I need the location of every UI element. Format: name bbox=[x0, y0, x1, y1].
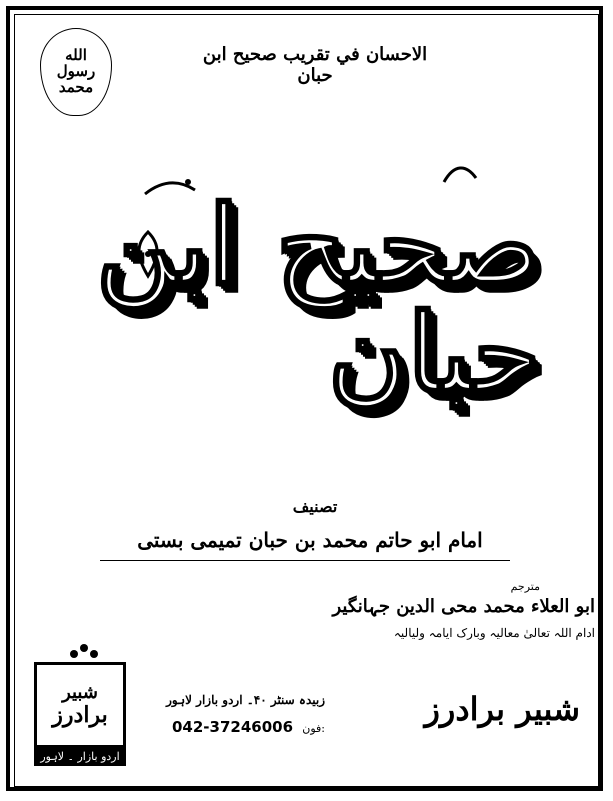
seal-line-2: رسول bbox=[56, 62, 96, 81]
publisher-phone bbox=[150, 718, 325, 736]
author-label: تصنيف bbox=[292, 497, 338, 516]
phone-number: 042-37246006 bbox=[171, 718, 294, 736]
logo-line-2: برادرز bbox=[52, 701, 108, 728]
publisher-address: زبیدہ سنٹر ۴۰۔ اردو بازار لاہور bbox=[166, 693, 325, 707]
phone-label: فون: bbox=[302, 722, 325, 735]
book-subtitle: الاحسان في تقريب صحيح ابن حبان bbox=[202, 44, 428, 86]
seal-line-3: محمد bbox=[58, 77, 94, 96]
main-title bbox=[60, 150, 540, 450]
main-title-text: صحيح ابن حبان bbox=[96, 183, 540, 417]
logo-decoration-icon bbox=[64, 640, 104, 664]
seal-line-1: الله bbox=[65, 46, 87, 65]
translator-name: ابو العلاء محمد محی الدین جہانگیر bbox=[332, 596, 595, 617]
publisher-logo bbox=[34, 640, 126, 766]
translator-prayer: ادام اللہ تعالیٰ معالیہ وبارک ایامہ ولیالیہ bbox=[393, 626, 595, 640]
logo-line-1: شبیر bbox=[62, 682, 98, 703]
translator-label: مترجم bbox=[510, 580, 540, 593]
author-underline bbox=[100, 560, 510, 561]
publisher-name: شبیر برادرز bbox=[424, 690, 580, 728]
logo-strip: اردو بازار ۔ لاہور bbox=[34, 748, 126, 766]
logo-box bbox=[34, 662, 126, 748]
author-name: امام ابو حاتم محمد بن حبان تمیمی بستی bbox=[137, 528, 483, 552]
